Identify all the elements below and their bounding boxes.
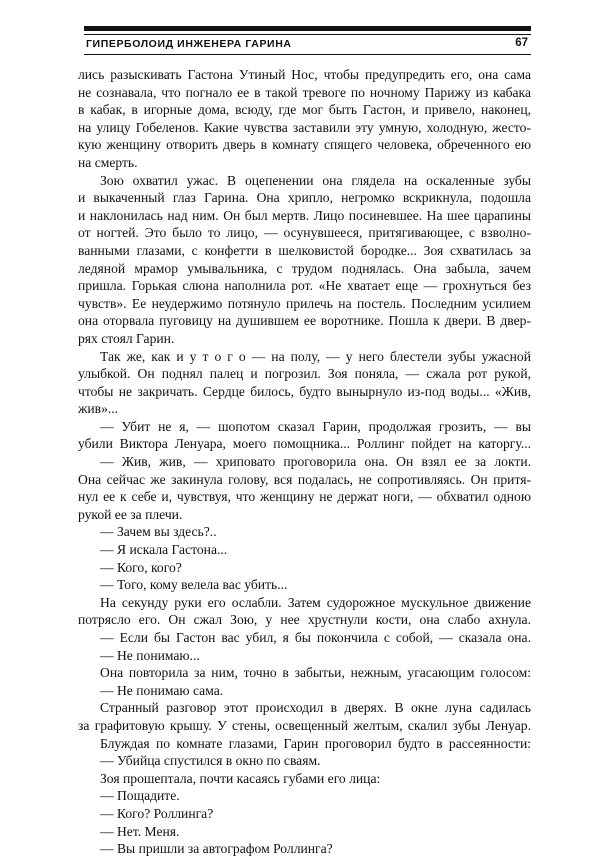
text-line: не сознавала, что погнало ее в такой тревоге по ночному Парижу из кабака [78,84,531,100]
text-line: нул ее к себе и, чувствуя, что женщину не держат ноги, — обхватил одною [78,489,531,505]
text-line: рях стоял Гарин. [78,330,175,346]
body-text [78,66,531,858]
text-line: — Кого, кого? [100,559,182,575]
text-line: Она сейчас же закинула голову, вся подалась, не сопротивляясь. Он притя- [78,471,531,487]
text-line: — Того, кому велела вас убить... [100,577,288,593]
text-line: — Если бы Гастон вас убил, я бы покончила с собой, — сказала она. [100,630,531,645]
text-line: Блуждая по комнате глазами, Гарин проговорил будто в рассеянности: [100,735,531,751]
text-line: — Жив, жив, — хриповато проговорила она. Он взял ее за локти. [100,454,531,470]
text-line: Зоя прошептала, почти касаясь губами его лица: [100,770,381,786]
text-line: за графитовую крышу. У стены, освещенный желтым, скалил зубы Ленуар. [78,717,531,733]
text-line: в кабак, в игорные дома, всюду, где мог быть Гастон, и привело, наконец, [78,102,531,118]
text-line: потрясло его. Он сжал Зою, у нее хрустнули кости, она слабо ахнула. [78,612,531,628]
page-number: 67 [515,37,528,49]
text-line: Зою охватил ужас. В оцепенении она глядела на оскаленные зубы [100,172,531,188]
text-line: — Убийца спустился в окно по сваям. [100,753,321,769]
text-line: и наклонилась над ним. Он был мертв. Лицо посиневшее. На шее царапины [78,207,531,223]
text-line: она оторвала пуговицу на душившем ее воротнике. Пошла к двери. В двер- [78,313,531,329]
text-line: — Пощадите. [100,788,180,804]
text-line: — Нет. Меня. [100,823,180,839]
running-head: ГИПЕРБОЛОИД ИНЖЕНЕРА ГАРИНА [86,38,292,50]
text-line: — Зачем вы здесь?.. [100,524,217,540]
text-line: ледяной мрамор умывальника, с трудом поднялась. Она забыла, зачем [78,260,531,276]
text-line: убили Виктора Ленуара, моего помощника... Роллинг пойдет на каторгу... [78,436,531,452]
text-line: жив»... [78,401,119,417]
text-line: — Вы пришли за автографом Роллинга? [100,841,333,857]
text-line: от ногтей. Это было то лицо, — осунувшееся, притягивающее, с взволно- [78,225,531,241]
text-line: на улицу Гобеленов. Какие чувства заставили эту умную, холодную, жесто- [78,119,531,135]
text-line: Так же, как и у т о г о — на полу, — у него блестели зубы ужасной [100,348,531,364]
text-line: и выкаченный глаз Гарина. Она хрипло, негромко вскрикнула, подошла [78,190,531,206]
text-line: — Не понимаю... [100,647,200,663]
text-line: Странный разговор этот происходил в дверях. В окне луна садилась [100,700,531,716]
text-line: — Убит не я, — шопотом сказал Гарин, продолжая грозить, — вы [100,418,531,434]
text-line: кую женщину отворить дверь в комнату спящего человека, обреченного ею [78,137,531,153]
text-line: — Я искала Гастона... [100,542,228,558]
text-line: ванными глазами, с конфетти в шелковистой бородке... Зоя схватилась за [78,242,531,258]
text-line: улыбкой. Он поднял палец и погрозил. Зоя поняла, — сжала рот рукой, [78,366,531,382]
text-line: лись разыскивать Гастона Утиный Нос, чтобы предупредить его, она сама [78,67,531,82]
text-line: — Не понимаю сама. [100,682,224,698]
text-line: На секунду руки его ослабли. Затем судорожное мускульное движение [100,594,531,610]
text-line: пришла. Горькая слюна наполнила рот. «Не хватает еще — грохнуться без [78,278,531,294]
header-rule-bottom [84,54,531,55]
header-rule-thin [84,34,531,35]
text-line: чтобы не закричать. Сердце билось, будто вынырнуло из-под воды... «Жив, [78,383,531,399]
text-line: рукой ее за плечи. [78,506,183,522]
text-line: на смерть. [78,154,138,170]
text-line: Она повторила за ним, точно в забытьи, нежным, угасающим голосом: [100,665,531,681]
text-line: чувств». Ее неудержимо потянуло прилечь на постель. Последним усилием [78,295,531,311]
text-line: — Кого? Роллинга? [100,805,214,821]
header-rule-thick [84,26,531,31]
